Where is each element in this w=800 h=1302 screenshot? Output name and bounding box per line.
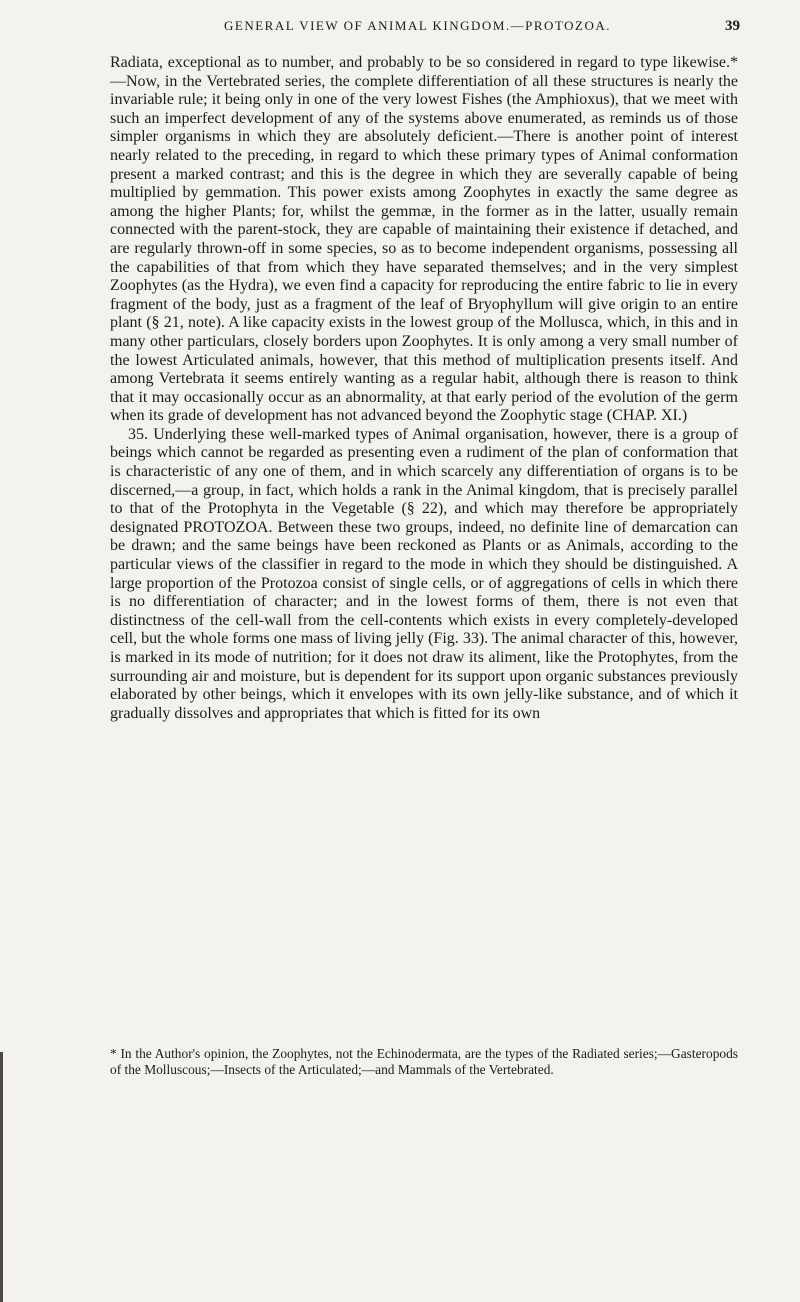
page-edge-shadow	[0, 1052, 3, 1302]
body-text	[110, 54, 738, 723]
page-header	[110, 18, 740, 44]
paragraph: 35. Underlying these well-marked types of Animal organisation, however, there is a group of beings which cannot be regarded as presenting even a rudiment of the plan of conformation that is characteristic of any one of them, and in which scarcely any differentiation of organs is to be discerned,—a group, in fact, which holds a rank in the Animal kingdom, that is precisely parallel to that of the Protophyta in the Vegetable (§ 22), and which may therefore be appropriately designated PROTOZOA. Between these two groups, indeed, no definite line of demarcation can be drawn; and the same beings have been reckoned as Plants or as Animals, according to the particular views of the classifier in regard to the mode in which they should be distinguished. A large proportion of the Protozoa consist of single cells, or of aggregations of cells in which there is no differentiation of character; and in the lowest forms of them, there is not even that distinctness of the cell-wall from the cell-contents which exists in every completely-developed cell, but the whole forms one mass of living jelly (Fig. 33). The animal character of this, however, is marked in its mode of nutrition; for it does not draw its aliment, like the Protophytes, from the surrounding air and moisture, but is dependent for its support upon organic substances previously elaborated by other beings, which it envelopes with its own jelly-like substance, and of which it gradually dissolves and appropriates that which is fitted for its own	[110, 425, 738, 722]
running-head: GENERAL VIEW OF ANIMAL KINGDOM.—PROTOZOA.	[224, 18, 611, 33]
footnote: * In the Author's opinion, the Zoophytes, not the Echinodermata, are the types of the Radiated series;—Gasteropods of the Molluscous;—Insects of the Articulated;—and Mammals of the Vertebrated.	[110, 1046, 738, 1077]
paragraph: Radiata, exceptional as to number, and probably to be so considered in regard to type likewise.*—Now, in the Vertebrated series, the complete differentiation of all these structures is nearly the invariable rule; it being only in one of the very lowest Fishes (the Amphioxus), that we meet with such an imperfect development of any of the systems above enumerated, as reminds us of those simpler organisms in which they are absolutely deficient.—There is another point of interest nearly related to the preceding, in regard to which these primary types of Animal conformation present a marked contrast; and this is the degree in which they are severally capable of being multiplied by gemmation. This power exists among Zoophytes in exactly the same degree as among the higher Plants; for, whilst the gemmæ, in the former as in the latter, usually remain connected with the parent-stock, they are capable of maintaining their existence if detached, and are regularly thrown-off in some species, so as to become independent organisms, possessing all the capabilities of that from which they have separated themselves; and in the very simplest Zoophytes (as the Hydra), we even find a capacity for reproducing the entire fabric to lie in every fragment of the body, just as a fragment of the leaf of Bryophyllum will give origin to an entire plant (§ 21, note). A like capacity exists in the lowest group of the Mollusca, which, in this and in many other particulars, closely borders upon Zoophytes. It is only among a very small number of the lowest Articulated animals, however, that this method of multiplication presents itself. And among Vertebrata it seems entirely wanting as a regular habit, although there is reason to think that it may occasionally occur as an abnormality, at that early period of the evolution of the germ when its grade of development has not advanced beyond the Zoophytic stage (CHAP. XI.)	[110, 54, 738, 425]
page-number: 39	[725, 18, 740, 34]
